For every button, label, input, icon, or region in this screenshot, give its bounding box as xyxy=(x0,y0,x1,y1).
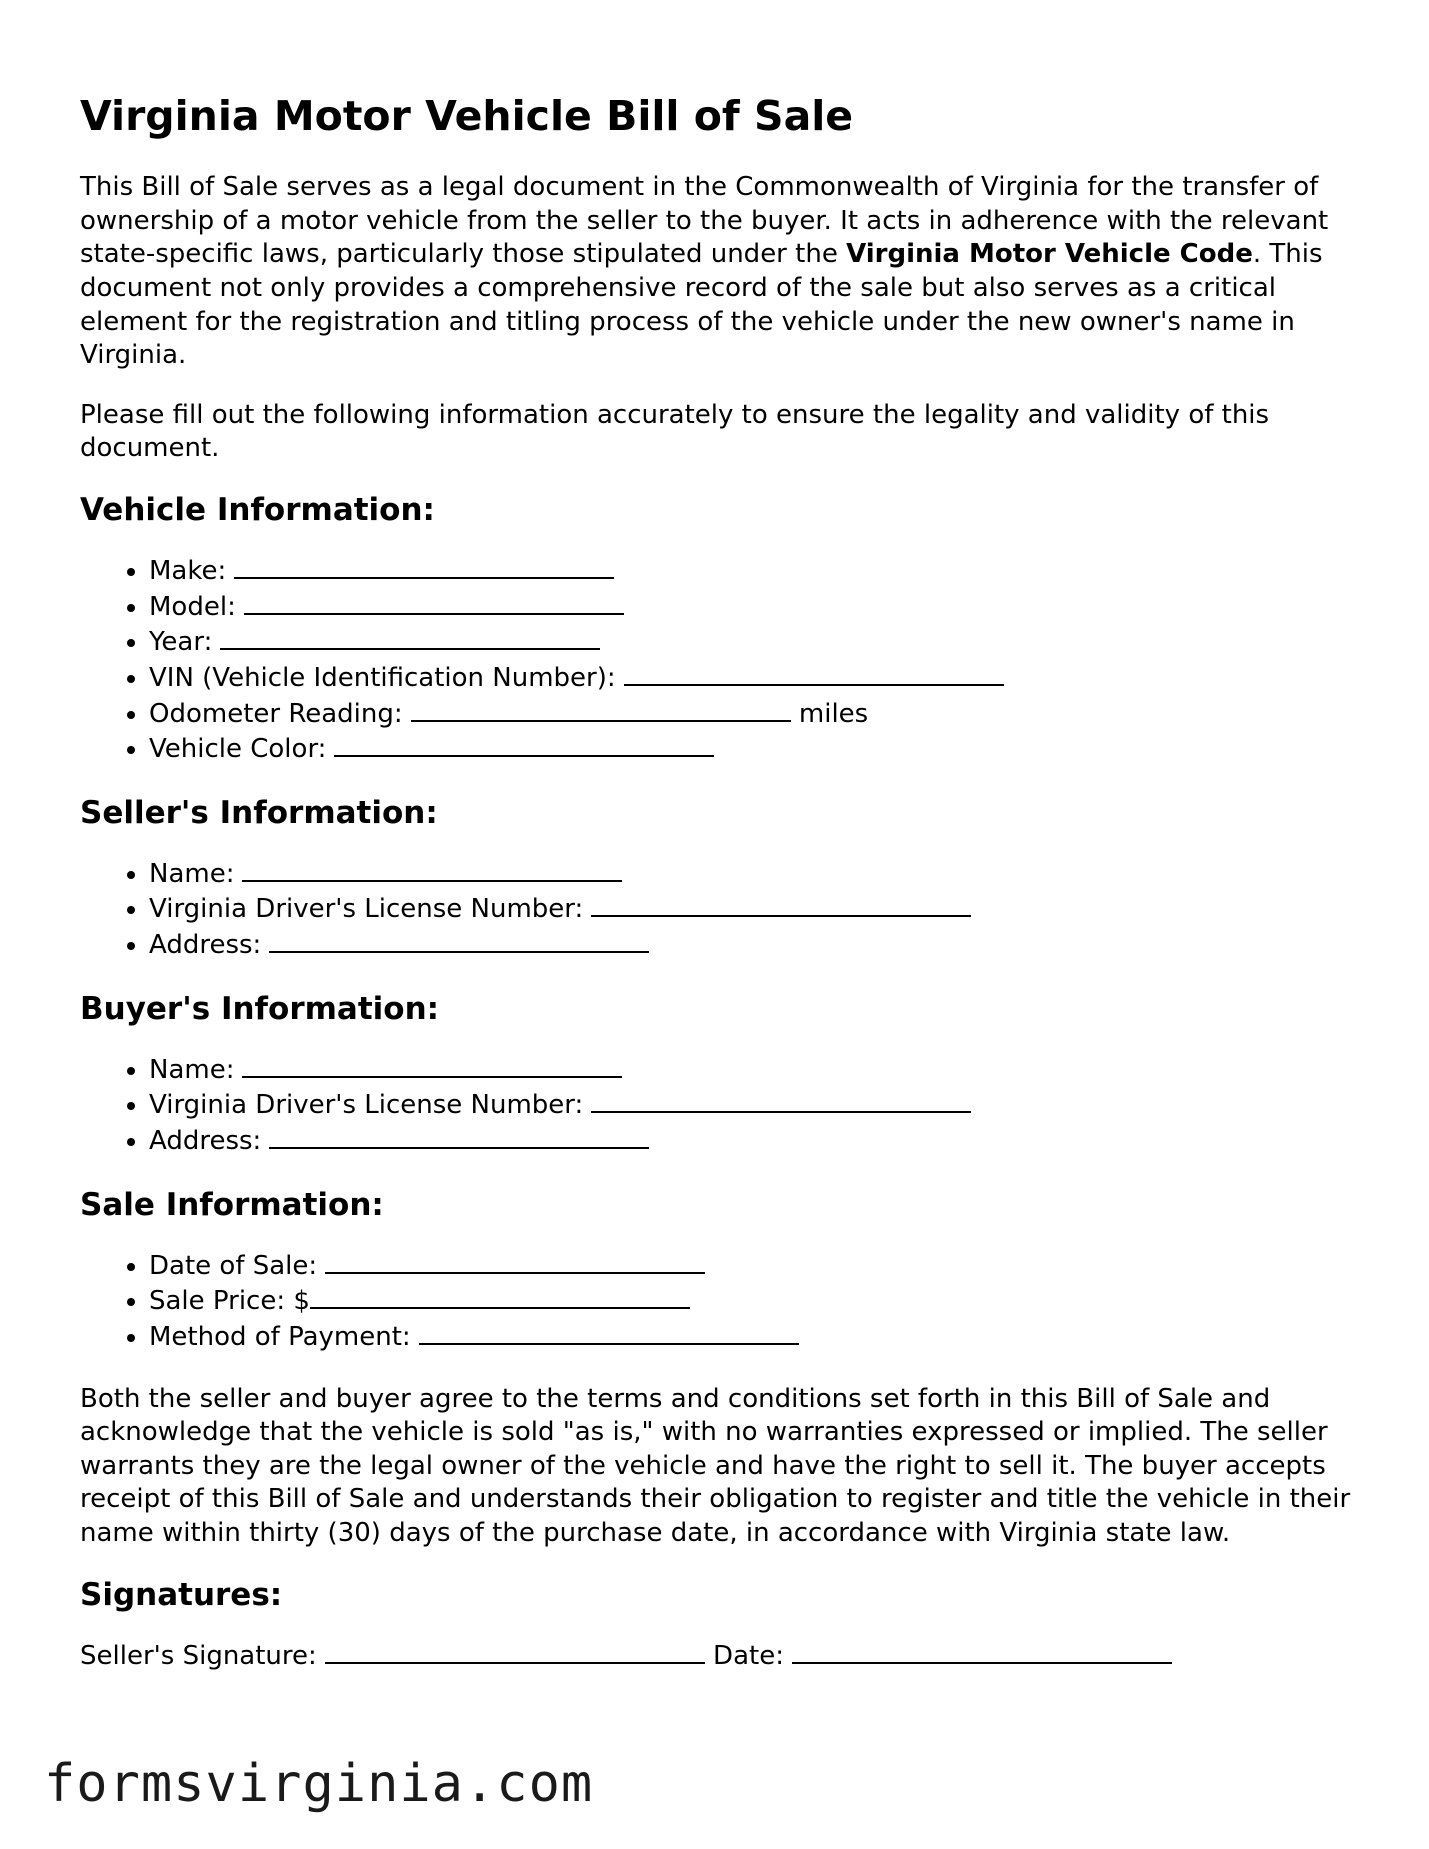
year-blank[interactable] xyxy=(220,624,600,650)
document-page xyxy=(80,92,1370,1673)
buyer-name-label: Name: xyxy=(149,1054,235,1085)
seller-address-label: Address: xyxy=(149,930,262,961)
seller-address-blank[interactable] xyxy=(269,927,649,953)
list-item xyxy=(149,1319,1370,1355)
model-label: Model: xyxy=(149,591,236,622)
list-item xyxy=(149,696,1370,732)
payment-method-blank[interactable] xyxy=(419,1319,799,1345)
seller-license-blank[interactable] xyxy=(591,891,971,917)
signatures-heading: Signatures: xyxy=(80,1576,283,1613)
site-watermark: formsvirginia.com xyxy=(44,1754,594,1814)
document-title: Virginia Motor Vehicle Bill of Sale xyxy=(80,92,854,140)
buyer-fields-list xyxy=(80,1052,1370,1159)
seller-license-label: Virginia Driver's License Number: xyxy=(149,894,584,925)
sale-fields-list xyxy=(80,1248,1370,1355)
buyer-license-blank[interactable] xyxy=(591,1087,971,1113)
intro-text-1: This Bill of Sale serves as a legal document in the Commonwealth of Virginia for the transfer of ownership of a motor vehicle from the seller to the buyer. It acts in adherence with the relevant state-specific laws, particularly those stipulated under the xyxy=(80,172,1329,270)
sale-price-label: Sale Price: $ xyxy=(149,1286,310,1317)
buyer-address-label: Address: xyxy=(149,1126,262,1157)
list-item xyxy=(149,891,1370,927)
terms-paragraph: Both the seller and buyer agree to the terms and conditions set forth in this Bill of Sale and acknowledge that the vehicle is sold "as is," with no warranties expressed or implied. The seller warrants they are the legal owner of the vehicle and have the right to sell it. The buyer accepts receipt of this Bill of Sale and understands their obligation to register and title the vehicle in their name within thirty (30) days of the purchase date, in accordance with Virginia state law. xyxy=(80,1383,1351,1548)
sale-date-label: Date of Sale: xyxy=(149,1250,318,1281)
list-item xyxy=(149,553,1370,589)
buyer-name-blank[interactable] xyxy=(242,1052,622,1078)
list-item xyxy=(149,856,1370,892)
signature-date-blank[interactable] xyxy=(792,1638,1172,1664)
buyer-address-blank[interactable] xyxy=(269,1123,649,1149)
vin-label: VIN (Vehicle Identification Number): xyxy=(149,662,616,693)
seller-signature-blank[interactable] xyxy=(325,1638,705,1664)
intro-text-2: . This document not only provides a comprehensive record of the sale but also serves as a critical element for the registration and titling process of the vehicle under the new owner's name in Virginia. xyxy=(80,239,1323,371)
make-label: Make: xyxy=(149,556,227,587)
signature-date-label: Date: xyxy=(713,1640,784,1671)
make-blank[interactable] xyxy=(234,553,614,579)
seller-signature-label: Seller's Signature: xyxy=(80,1640,317,1671)
buyer-license-label: Virginia Driver's License Number: xyxy=(149,1090,584,1121)
intro-law-name: Virginia Motor Vehicle Code xyxy=(846,239,1253,270)
year-label: Year: xyxy=(149,627,213,658)
seller-name-label: Name: xyxy=(149,858,235,889)
sale-date-blank[interactable] xyxy=(325,1248,705,1274)
list-item xyxy=(149,927,1370,963)
intro-paragraph xyxy=(80,171,1370,373)
instruction-paragraph: Please fill out the following information accurately to ensure the legality and validity of this document. xyxy=(80,399,1270,464)
seller-fields-list xyxy=(80,856,1370,963)
vehicle-heading: Vehicle Information: xyxy=(80,491,435,528)
color-label: Vehicle Color: xyxy=(149,734,327,765)
odometer-blank[interactable] xyxy=(411,696,791,722)
model-blank[interactable] xyxy=(244,589,624,615)
vin-blank[interactable] xyxy=(624,660,1004,686)
list-item xyxy=(149,1283,1370,1319)
list-item xyxy=(149,624,1370,660)
odometer-label: Odometer Reading: xyxy=(149,698,403,729)
sale-heading: Sale Information: xyxy=(80,1186,384,1223)
list-item xyxy=(149,1248,1370,1284)
seller-heading: Seller's Information: xyxy=(80,794,438,831)
odometer-unit: miles xyxy=(798,698,869,729)
buyer-heading: Buyer's Information: xyxy=(80,990,440,1027)
payment-method-label: Method of Payment: xyxy=(149,1322,411,1352)
sale-price-blank[interactable] xyxy=(310,1283,690,1309)
color-blank[interactable] xyxy=(334,731,714,757)
list-item xyxy=(149,1123,1370,1159)
vehicle-fields-list xyxy=(80,553,1370,767)
list-item xyxy=(149,1087,1370,1123)
seller-signature-line xyxy=(80,1638,1370,1674)
list-item xyxy=(149,589,1370,625)
seller-name-blank[interactable] xyxy=(242,856,622,882)
list-item xyxy=(149,660,1370,696)
list-item xyxy=(149,1052,1370,1088)
list-item xyxy=(149,731,1370,767)
